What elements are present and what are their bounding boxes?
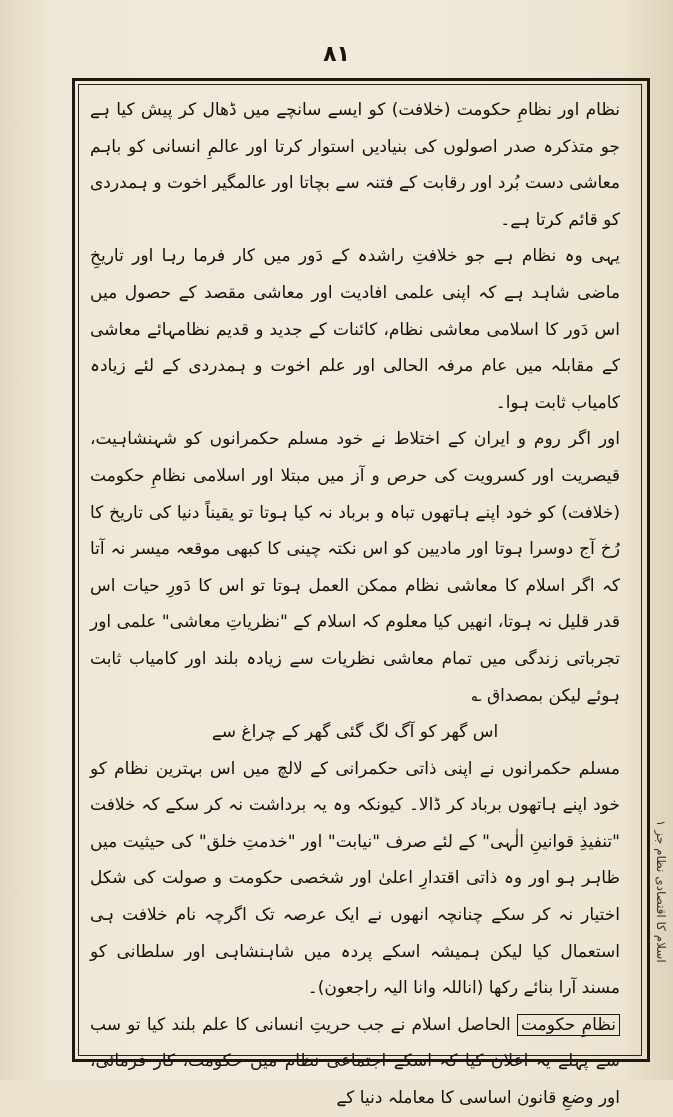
paragraph-5 (90, 1007, 620, 1117)
boxed-term: نظامِ حکومت (517, 1014, 620, 1036)
paragraph-1: نظام اور نظامِ حکومت (خلافت) کو ایسے سانچے میں ڈھال کر پیش کیا ہے جو متذکرہ صدر اصولوں کی بنیادیں استوار کرتا اور عالمِ انسانی کو باہم معاشی دست بُرد اور رقابت کے فتنہ سے بچاتا اور عالمگیر اخوت و ہمدردی کو قائم کرتا ہے۔ (90, 100, 620, 230)
side-margin-note: اسلام کا اقتصادی نظام جز ۱ (654, 820, 668, 963)
page-number: ۸۱ (323, 42, 350, 67)
paragraph-4: مسلم حکمرانوں نے اپنی ذاتی حکمرانی کے لالچ میں اس بہترین نظام کو خود اپنے ہاتھوں برباد کر ڈالا۔ کیونکہ وہ یہ برداشت نہ کر سکے کہ خلافت "تنفیذِ قوانینِ الٰہی" کے لئے صرف "نیابت" اور "خدمتِ خلق" کی حیثیت میں ظاہر ہو اور وہ ذاتی اقتدارِ اعلیٰ اور شخصی حکومت و صولت کی شکل اختیار نہ کر سکے چنانچہ انھوں نے ایک عرصہ تک اگرچہ نام خلافت ہی استعمال کیا لیکن ہمیشہ اسکے پردہ میں شاہنشاہی اور سلطانی کو مسند آرا بنائے رکھا (اناللہ وانا الیہ راجعون)۔ (90, 758, 620, 999)
paragraph-2: یہی وہ نظام ہے جو خلافتِ راشدہ کے دَور میں کار فرما رہا اور تاریخِ ماضی شاہد ہے کہ اپنی علمی افادیت اور معاشی مقصد کے حصول میں اس دَور کا اسلامی معاشی نظام، کائنات کے جدید و قدیم نظامہائے معاشی کے مقابلہ میں عام مرفہ الحالی اور علم اخوت و ہمدردی کے لئے زیادہ کامیاب ثابت ہوا۔ (90, 246, 620, 413)
paragraph-3: اور اگر روم و ایران کے اختلاط نے خود مسلم حکمرانوں کو شہنشاہیت، قیصریت اور کسرویت کی حرص و آز میں مبتلا اور اسلامی نظامِ حکومت (خلافت) کو خود اپنے ہاتھوں تباہ و برباد نہ کیا ہوتا تو یقیناً دنیا کی تاریخ کا رُخ آج دوسرا ہوتا اور مادیین کو اس نکتہ چینی کا کبھی موقعہ میسر نہ آتا کہ اگر اسلام کا معاشی نظام ممکن العمل ہوتا تو اس کا دَورِ حیات اس قدر قلیل نہ ہوتا، انھیں کیا معلوم کہ اسلام کے "نظریاتِ معاشی" علمی اور تجرباتی زندگی میں تمام معاشی نظریات سے زیادہ بلند اور کامیاب ثابت ہوئے لیکن بمصداق ؎ (90, 429, 620, 706)
paragraph-5-text: الحاصل اسلام نے جب حریتِ انسانی کا علم بلند کیا تو سب سے پہلے یہ اعلان کیا کہ اسکے اجتماعی نظام میں حکومت، کار فرمائی، اور وضعِ قانون اساسی کا معاملہ دنیا کے (90, 1014, 620, 1109)
text-body (90, 92, 620, 1109)
verse-line: اس گھر کو آگ لگ گئی گھر کے چراغ سے (211, 722, 499, 743)
